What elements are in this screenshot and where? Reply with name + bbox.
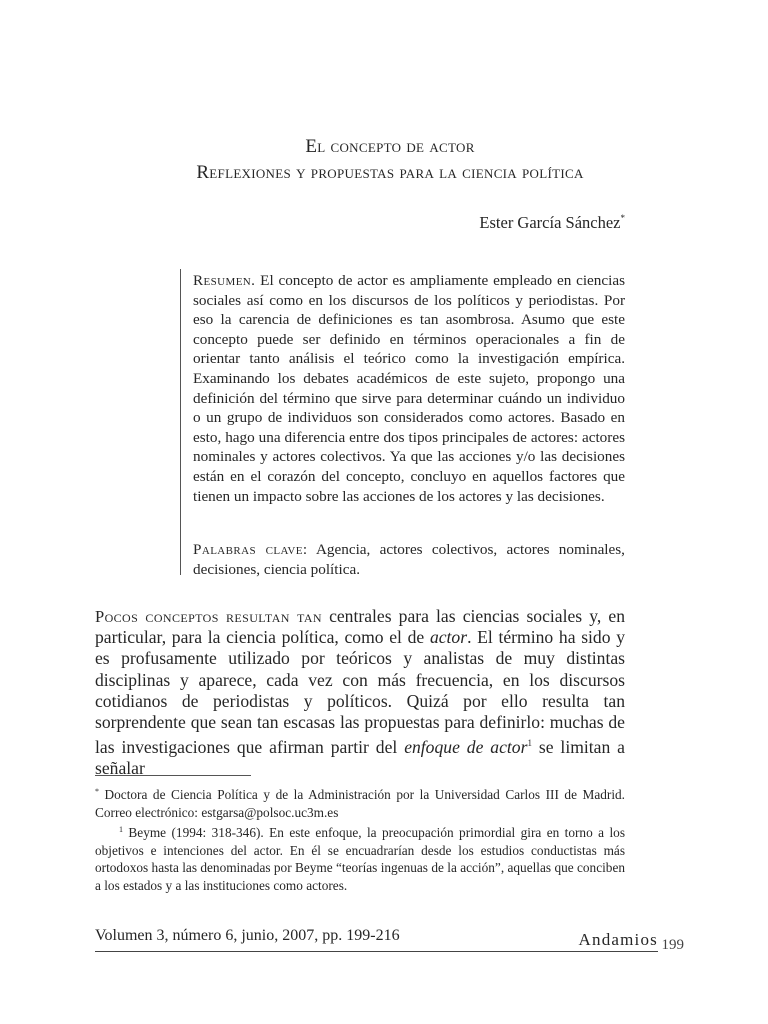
body-text-2: . El término ha sido y es profusamente utilizado por teóricos y analistas de muy distintas disciplinas y aparece, cada vez con más frecuencia, en los discursos cotidianos de periodistas y políticos. Quizá por ello resulta tan sorprendente que sean tan escasas las propuestas para definirlo: muchas de las investigaciones que afirman partir del [95,627,626,758]
footnotes [95,783,625,894]
footnote-author-text: Doctora de Ciencia Política y de la Administración por la Universidad Carlos III de Madrid. Correo electrónico: estgarsa@polsoc.uc3m.es [95,787,625,820]
journal-citation: Volumen 3, número 6, junio, 2007, pp. 199-216 [95,927,400,944]
abstract-body: El concepto de actor es ampliamente empleado en ciencias sociales así como en los discursos de los políticos y periodistas. Por eso la carencia de definiciones es tan asombrosa. Asumo que este concepto puede ser definido en términos operacionales a fin de orientar tanto análisis el teórico como la investigación empírica. Examinando los debates académicos de este sujeto, propongo una definición del término que sirve para determinar cuándo un individuo o un grupo de individuos son considerados como actores. Basado en esto, hago una diferencia entre dos tipos principales de actores: actores nominales y actores colectivos. Ya que las acciones y/o las decisiones están en el corazón del concepto, concluyo en aquellos factores que tienen un impacto sobre las acciones de los actores y las decisiones. [193,272,625,505]
author-text: Ester García Sánchez [479,213,621,232]
footnote-separator [95,775,251,776]
abstract-label: Resumen. [193,272,256,289]
body-italic-enfoque: enfoque de actor [404,737,528,758]
keywords [193,540,625,579]
author-footnote-mark: * [620,213,625,223]
footnote-1 [95,821,625,894]
footer-rule [95,951,658,952]
footnote-mark-star: * [95,787,99,796]
journal-name: Andamios [578,930,658,949]
body-italic-actor: actor [429,627,468,648]
footnote-mark-1: 1 [119,825,123,834]
title-line-1: El concepto de actor [305,136,475,157]
article-title [95,134,685,186]
footnote-author [95,783,625,821]
footnote-1-text: Beyme (1994: 318-346). En este enfoque, la preocupación primordial gira en torno a los objetivos e intenciones del actor. En él se encuadrarían desde los estudios conductistas más ortodoxos hasta las denominadas por Beyme “teorías ingenuas de la acción”, aquellas que conciben a los estados y a las instituciones como actores. [95,825,625,893]
title-line-2: Reflexiones y propuestas para la ciencia política [196,162,584,183]
body-lead-in: Pocos conceptos resultan tan [95,607,322,626]
abstract [193,271,625,506]
body-paragraph [95,606,625,780]
author-name [479,213,625,233]
page-number: 199 [661,937,684,953]
body-text-3: se limitan a señalar [95,737,625,779]
footnote-ref-1[interactable]: 1 [527,738,532,749]
keywords-body: Agencia, actores colectivos, actores nominales, decisiones, ciencia política. [193,541,625,578]
body-text-1: centrales para las ciencias sociales y, en particular, para la ciencia política, como el de [95,606,625,648]
keywords-label: Palabras clave: [193,541,308,558]
